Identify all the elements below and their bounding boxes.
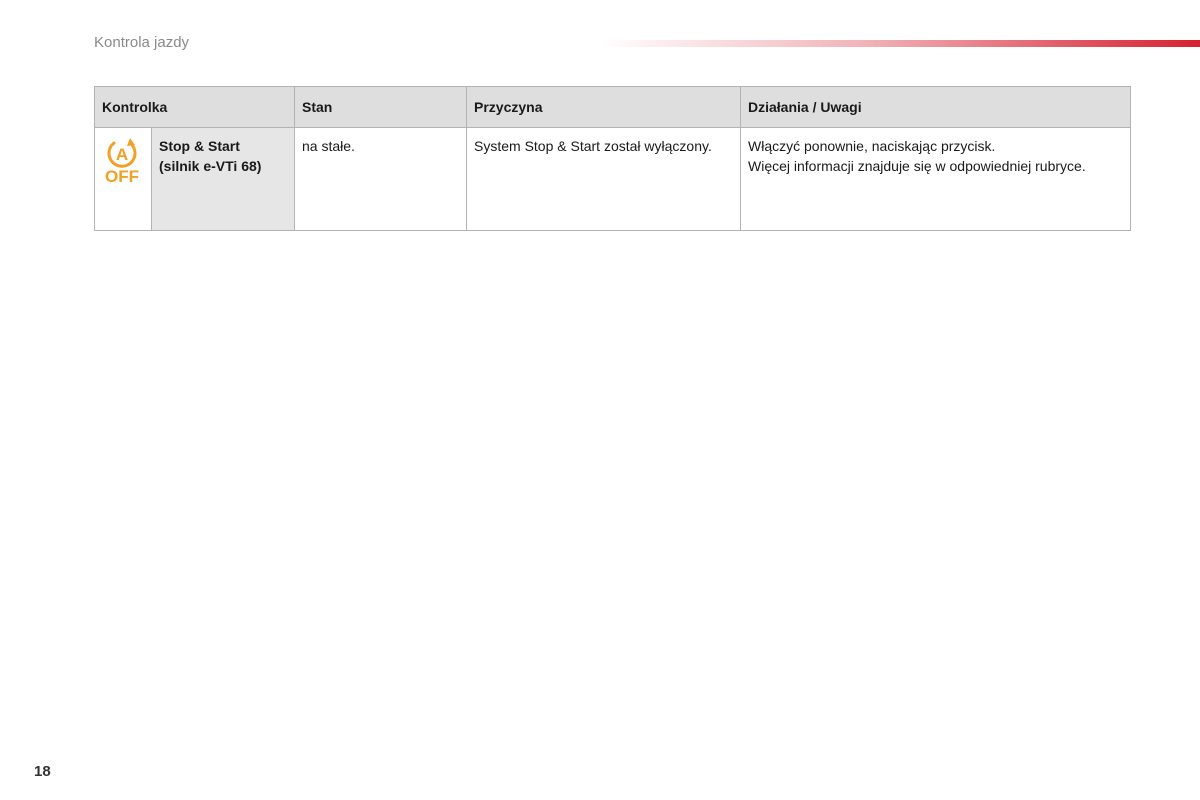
header-accent-bar [600, 40, 1200, 47]
indicator-name-cell [152, 128, 295, 231]
column-header-kontrolka: Kontrolka [95, 87, 295, 128]
dzialania-cell [741, 128, 1131, 231]
table-row [95, 128, 1131, 231]
column-header-przyczyna: Przyczyna [467, 87, 741, 128]
indicator-name-line2: (silnik e-VTi 68) [159, 158, 262, 174]
icon-off-text: OFF [105, 167, 139, 186]
przyczyna-cell: System Stop & Start został wyłączony. [467, 128, 741, 231]
icon-letter: A [115, 145, 129, 164]
warning-lights-table [94, 86, 1131, 231]
dzialania-line2: Więcej informacji znajduje się w odpowiedniej rubryce. [748, 158, 1086, 174]
indicator-icon-cell [95, 128, 152, 231]
page-header-title: Kontrola jazdy [94, 34, 190, 51]
stan-cell: na stałe. [295, 128, 467, 231]
stop-start-a-off-icon [102, 136, 142, 186]
column-header-stan: Stan [295, 87, 467, 128]
indicator-name-line1: Stop & Start [159, 138, 240, 154]
page-number: 18 [34, 763, 51, 780]
dzialania-line1: Włączyć ponownie, naciskając przycisk. [748, 138, 996, 154]
column-header-dzialania: Działania / Uwagi [741, 87, 1131, 128]
table-header-row [95, 87, 1131, 128]
